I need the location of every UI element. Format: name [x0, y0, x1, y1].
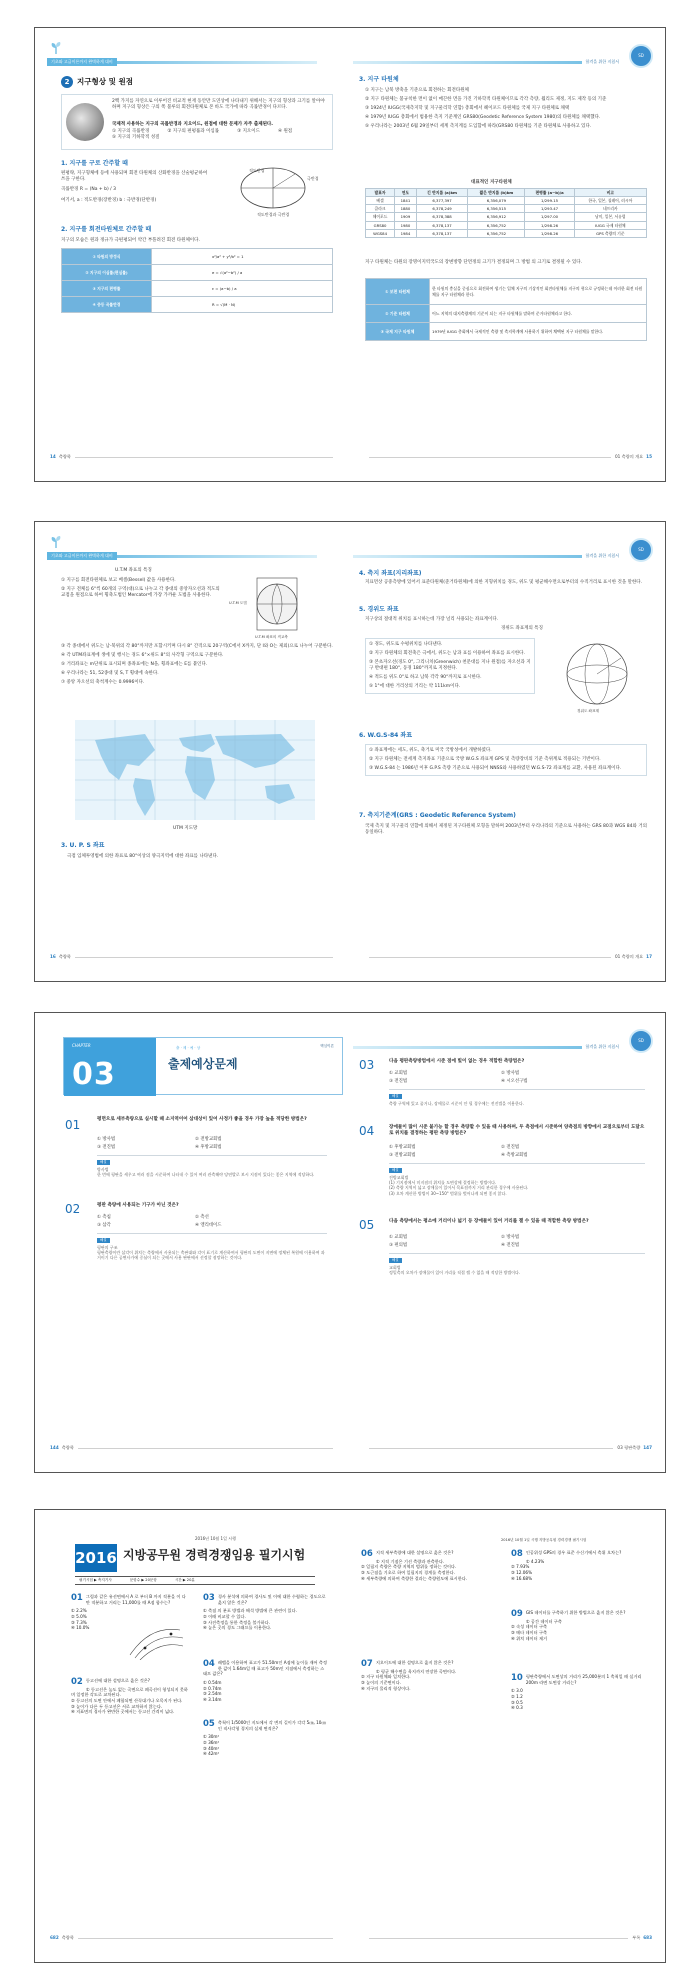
s6-title: 6. W.G.S-84 좌표 [359, 732, 412, 739]
option[interactable]: ③ 전진법 [97, 1145, 116, 1150]
s1-title: 1. 지구를 구로 간주할 때 [61, 160, 128, 167]
svg-text:U.T.M 좌표의 직교축: U.T.M 좌표의 직교축 [255, 635, 288, 639]
intro-box [61, 94, 333, 150]
option[interactable]: ① 등고선은 높도 없는 곡면으로 폐곡선이 형성되지 못하며 일정한 각도로 교차된다. [71, 1686, 188, 1698]
option[interactable]: ③ 도근점을 기초로 하여 일필지의 경계를 측정한다. [361, 1570, 455, 1576]
option[interactable]: ③ 편의법 [389, 1243, 408, 1248]
svg-text:U.T.M 도법: U.T.M 도법 [229, 601, 247, 605]
brand-badge: SD [629, 1029, 653, 1053]
left-page [35, 1510, 351, 1962]
table-header: 발표자 연도 긴 반지름 (a)km 짧은 반지름 (b)km 편평률 (a−b)/a 비고 [366, 189, 647, 197]
option[interactable]: ② 전진법 [501, 1145, 520, 1150]
intro-text: 2백 가지를 자연으로 이루어진 비교적 현재 동안만 도연상에 나타내기 위해서는 지구의 형상과 크기를 알아야 하며 지구의 형상은 구의 쪽 불루의 회전타원체로 본 바도 국가에 따라 곡률반경이 다르다. [112, 99, 325, 111]
utm-diagram [227, 574, 331, 640]
question-text: 다음 측량에서는 평소에 거리이나 넓기 등 장애물이 있어 거리를 잴 수 있을 때 적합한 측량 방법은? [389, 1219, 589, 1224]
question-number: 05 [359, 1218, 375, 1232]
option[interactable]: ④ 16.68% [511, 1575, 533, 1581]
s3-title: 3. 지구 타원체 [359, 76, 399, 83]
option[interactable]: ③ 40m² [203, 1745, 220, 1751]
explanation: 해설 방사법 한 번에 평판을 세우고 여러 점을 시준하여 나타내 수 있어 여러 관측해야 당연발로 보시 지점이 있다는 좋은 지역에 적당하다. [97, 1155, 327, 1177]
table-row: WGS84 1984 6,378,137 6,356,752 1/298.26 GPS 측량의 기준 [366, 229, 647, 237]
option[interactable]: ① 4.23% [525, 1558, 545, 1564]
s3-list: ① 지구는 남북 방축을 기준으로 회전하는 회전타원체 ② 지구 타원체는 불규칙한 면이 없이 매끈한 면을 가진 기하학적 타원체이므로 각각 측량, 월리도 제정, 지도 제작 등의 기준 ③ 1924년 IUGG(국제측지학 및 지구물리학 연합) 총회에서 헤이포드 타원체를 국제 지구 타원체로 채택 ④ 1979년 IUGG 총회에서 범용한 측지 기준계인 GRS80(Geodetic Reference System 1980)의 타원체를 채택했다. ⑤ 우리나라는 2003년 6월 29일부터 세계 측지계를 도입함에 따라(GRS80 타원체를 기준 타원체로 사용하고 있다. [365, 88, 607, 130]
option[interactable]: ③ 7.3% [71, 1619, 87, 1625]
question-block: 04 레벨을 이용하여 표고가 51.50m인 A점에 높이를 재어 측정한 값이 1.64m일 때 표고가 50m인 지점에서 측정하는 스태프 값은? ① 0.54m ② 0.74m ③ 2.54m ④ 3.14m [203, 1659, 327, 1703]
option[interactable]: ③ 높이의 기준면이다. [361, 1680, 402, 1686]
option[interactable]: ② 등고선의 도면 안에서 폐합되면 산꼭대기나 오목지가 된다. [71, 1698, 183, 1704]
s2-title: 2. 지구를 회전타원체로 간주할 때 [61, 226, 152, 233]
option[interactable]: ③ 높이가 다른 두 등고선은 서로 교차하지 않는다. [71, 1703, 163, 1709]
s1-text: 편평략, 지구형체에 등에 사용되며 회전 타원체의 산화반경을 산술평균하여 쓰을 구한다. [61, 171, 208, 183]
header-left: 기초와 고급이론까지 완벽하게 대비 [47, 550, 317, 562]
contour-figure [125, 1620, 185, 1660]
right-page [351, 1013, 666, 1472]
row-label: ④ 중등 곡률반경 [62, 297, 152, 313]
option[interactable]: ① 교회법 [389, 1235, 408, 1240]
ellipsoid-def-table [365, 278, 647, 341]
option[interactable]: ② 속성 데이터 구축 [511, 1624, 548, 1630]
option[interactable]: ② 방사법 [501, 1071, 520, 1076]
option[interactable]: ③ 삼각 [97, 1223, 111, 1228]
utm-world-map [75, 720, 315, 820]
page-spread-3 [34, 1012, 666, 1473]
utm-list-b: ③ 각 종대에서 위도는 남·북위의 각 80°까지만 포함시키며 다시 8° 간격으로 20구역(C에서 X까지, 단 I와 O는 제외)으로 나누어 구분한다. ④ 각 UTM좌표계에 생에 및 행시는 경도 6°×위도 8°의 사각형 구역으로 구분한다. ⑤ 거리좌표는 m단위로 표시되며 종좌표에는 N을, 횡좌표에는 E를 붙인다. ⑥ 우리나라는 51, 52종대 및 S, T 횡대에 속한다. ⑦ 중앙 자오선의 축척계수는 0.9996이다. [61, 644, 333, 686]
option[interactable]: ④ 세부측량에 의하여 측량한 결과는 측량원도에 표시한다. [361, 1575, 468, 1581]
s4-text: 지표면상 공중측방에 있어서 표준타원체(준거타원체)에 의한 지형위치를 경도, 위도 및 평균해수면으로부터의 수직거리로 표시한 것을 말한다. [365, 580, 643, 585]
s6-list: ① 좌표계에는 세도, 위도, 축거로 미국 국방성에서 개발하였다. ② 지구 타원체는 전세계 측지좌표 기준으로 국방 W.G.S 좌표계 GPS 및 측량장비의 기준 측위계로 적용되는 기반이다. ③ W.G.S-84 는 1986년 이후 G.P.S 측량 기준으로 사용되어 NNSS와 사용하였던 W.G.S-72 좌표계를 교환, 사용된 좌표계이다. [365, 744, 647, 776]
question-number: 03 [359, 1058, 375, 1072]
option[interactable]: ② 이때 비교할 수 있다. [203, 1614, 246, 1620]
def-label: ① 보편 타원체 [366, 279, 430, 305]
latlon-globe [547, 636, 647, 716]
s7-text: 국제 측지 및 지구물리 연합에 의해서 제정된 지구타원체 모형을 말하며 2003년부터 우리나라의 기준으로 사용하는 GRS 80과 WGS 84와 거의 동일하다. [365, 824, 647, 836]
header-right: 합격을 위한 지침서 [353, 550, 623, 562]
question-block: 03 경사 분석에 의하여 경사도 및 이에 대한 수렴하는 경도으로 옳지 않은 것은? ① 측점 의 분포 방법과 해석 방법에 큰 관련이 있다. ② 이때 비교할 수 있다. ③ 사진측정을 통한 측정을 불가하다. ④ 높은 곳의 경도 그래프를 이용한다. [203, 1593, 326, 1631]
diagram-label: 적도반경 [249, 168, 265, 173]
option[interactable]: ④ 앨리데이드 [195, 1223, 222, 1228]
option[interactable]: ① 2.2% [71, 1608, 87, 1614]
brand-badge: SD [629, 538, 653, 562]
option[interactable]: ③ 0.5 [511, 1699, 523, 1705]
option[interactable]: ④ 지표면의 경사가 완만한 곳에서는 등고선 간격이 넓다. [71, 1709, 175, 1715]
right-page [351, 1510, 666, 1962]
footer-left: 682 측량학 [47, 1934, 337, 1942]
chapter-header: CHAPTER 03 출 · 제 · 예 · 상 출제예상문제 핵심이론 [63, 1037, 343, 1095]
header-right: 합격을 위한 지침서 [353, 56, 623, 68]
table-caption: 대표적인 지구타원체 [471, 180, 512, 185]
left-page [35, 522, 351, 981]
question-block: 10 평판측량에서 도면상의 거리가 25,000분의 1 축척일 때 실거리 200m 라면 도면상 거리는? ① 3.0 ② 1.2 ③ 0.5 ④ 0.3 [511, 1674, 651, 1711]
diagram-caption: 적도반경과 극반경 [257, 212, 290, 217]
right-page [351, 28, 666, 481]
s3-title: 3. U. P. S 좌표 [61, 842, 105, 849]
def-label: ③ 국제 지구 타원체 [366, 323, 430, 341]
option[interactable]: ② 측선 [195, 1215, 209, 1220]
exam-title: 지방공무원 경력경쟁임용 필기시험 [123, 1548, 306, 1562]
s4-title: 4. 측지 좌표(지리좌표) [359, 570, 422, 577]
s1-formula: 곡률반경 R = (Na + b) / 3 [61, 187, 116, 192]
option[interactable]: ③ 메타 데이터 구축 [511, 1630, 548, 1636]
option[interactable]: ④ 3.14m [203, 1697, 222, 1703]
brand-badge: SD [629, 44, 653, 68]
running-header: 2016년 10월 1일 시행 지방공무원 경력경쟁 필기시험 [501, 1538, 587, 1542]
header-right: 합격을 위한 지침서 [353, 1041, 623, 1053]
left-page [35, 28, 351, 481]
option[interactable]: ③ 전진법 [389, 1079, 408, 1084]
s5-title: 5. 경위도 좌표 [359, 606, 399, 613]
option[interactable]: ① 평균 해수면을 육지까지 연장한 곡면이다. [375, 1668, 457, 1674]
chapter-number: 03 [72, 1057, 116, 1092]
s5-text: 지구상의 절대적 위치를 표시하는데 가장 널리 사용되는 좌표계이다. [365, 617, 499, 622]
option[interactable]: ① 30m² [203, 1734, 220, 1740]
row-label: ① 타원의 방정식 [62, 249, 152, 265]
option[interactable]: ① 후방교회법 [389, 1145, 416, 1150]
option[interactable]: ③ 사진측정을 통한 측정을 불가하다. [203, 1619, 271, 1625]
table-row: 헤이포드 1909 6,378,388 6,356,912 1/297.00 남미, 일본, 서유럽 [366, 213, 647, 221]
question-block: 07 지오이드에 대한 설명으로 옳지 않은 것은? ① 평균 해수면을 육지까지 연장한 곡면이다. ② 지구 타원체와 일치한다. ③ 높이의 기준면이다. ④ 지구의 물리적 형상이다. [361, 1660, 497, 1691]
utm-caption: U.T.M 좌표의 특징 [115, 568, 152, 573]
question-block: 02 등고선에 대한 설명으로 옳은 것은? ① 등고선은 높도 없는 곡면으로 폐곡선이 형성되지 못하며 일정한 각도로 교차된다. ② 등고선의 도면 안에서 폐합되면 산꼭대기나 오목지가 된다. ③ 높이가 다른 두 등고선은 서로 교차하지 않는다. ④ 지표면의 경사가 완만한 곳에서는 등고선 간격이 넓다. [71, 1677, 188, 1715]
ellipse-diagram [223, 158, 333, 218]
s7-title: 7. 측지기준계(GRS : Geodetic Reference System) [359, 812, 516, 819]
question-text: 장애물이 많이 시준 불가능 할 경우 측량할 수 있을 때 사용하며, 두 측점에서 시준하여 양측점의 방향에서 교점으로부터 도달으로 위치를 결정하는 평판 측량 방법은? [389, 1125, 645, 1137]
option[interactable]: ③ 2.54m [203, 1691, 222, 1697]
option[interactable]: ① 0.54m [203, 1680, 222, 1686]
table-row: 클라크 1880 6,378,249 6,356,515 1/293.47 네프리카 [366, 205, 647, 213]
exam-info: 필기시험 ▶ 측지기사 문항수 ▶ 20문항 시간 ▶ 20분 [75, 1576, 315, 1585]
option[interactable]: ① 방사법 [97, 1137, 116, 1142]
s5-list: ① 경도, 위도로 수평위치를 나타낸다. ② 지구 타원체의 회전축은 극에서, 위도는 남과 표를 이용하여 좌표를 표시한다. ③ 본초자오선(경도 0°, 그리니치(Greenwich) 천문대를 지나 원점)를 자오선과 지구 반대편 180°, 동경 180°까지로 지정한다. ④ 적도를 위도 0°로 하고 남북 각각 90°까지로 표시한다. ⑤ 1°에 대한 거리상의 거리는 약 111km이다. [365, 638, 535, 694]
def-value: 1979년 IUGG 총회에서 국제적인 측량 및 측지학계에 사용하기 위하여 채택된 지구 타원체를 말한다. [430, 323, 647, 341]
def-value: 어느 지역의 대지측량계의 기준이 되는 지구 타원체를 말하며 준거타원체라고 한다. [430, 305, 647, 323]
option[interactable]: ② 1.2 [511, 1694, 523, 1700]
def-value: 한 타원의 충실을 중심으로 회전하여 생기는 입체 지구의 기상적인 회전타원체를 지구의 형으로 규정하는데 이러한 회전 타원체를 지구 타원체라 한다. [430, 279, 647, 305]
footer-right: 03 평판측량 147 [365, 1444, 655, 1452]
option[interactable]: ④ 0.3 [511, 1705, 523, 1711]
section-heading: 2 지구형상 및 원점 [61, 76, 133, 88]
option[interactable]: ④ 10.0% [71, 1625, 90, 1631]
option[interactable]: ④ 위치 데이터 제거 [511, 1635, 548, 1641]
option[interactable]: ② 36m² [203, 1740, 220, 1746]
page-spread-1 [34, 27, 666, 482]
s5-fig-title: 경위도 좌표계의 특징 [501, 626, 543, 631]
def-label: ② 기준 타원체 [366, 305, 430, 323]
question-block: 05 축척이 1/5000인 지도에서 각 변의 길이가 각각 5㎝, 10㎝인 직사각형 경지의 실제 면적은? ① 30m² ② 36m² ③ 40m² ④ 42m² [203, 1719, 326, 1757]
table-row: 베셀 1841 6,377,397 6,356,079 1/299.15 한국, 일본, 칠레어, 러시아 [366, 197, 647, 205]
option[interactable]: ② 방사법 [501, 1235, 520, 1240]
intro-options: ① 지구의 곡률반경 ② 지구의 편평률과 이심률 ③ 지오이드 ④ 원점 ⑤ 지구의 기하학적 성질 [112, 129, 293, 141]
utm-list-a: ① 지구를 회전타원체로 보고 베셀(Bessel) 값을 사용한다. ② 지구 전체를 6°씩 60개의 구역(대)으로 나누고 각 종대의 중앙자오선과 적도의 교점을 원점으로 하여 횡축도법인 Mercator에 가장 가까운 도법을 사용한다. [61, 578, 220, 599]
footer-right: 부록 683 [365, 1934, 655, 1942]
option[interactable]: ② 5.0% [71, 1614, 87, 1620]
explanation: 해설 평판의 구조 평판측량이란 삼각이 위치는 측량에서 사용되는 축판대와 각이 표기로 계산하여서 평판의 도면이 지면에 정체된 복원에 이용하여 과거이기 다른 공면사가에 중심이 되는 곳에서 사용 판판에서 선정할 점망하는 것이다. [97, 1233, 327, 1261]
footer-left: 16 측량학 [47, 953, 337, 961]
map-caption: UTM 지도망 [173, 826, 198, 831]
row-value: x²/a² + y²/b² = 1 [152, 249, 333, 265]
explanation: 해설 교회법 정밀측의 오차가 장애물이 있어 거리를 직접 잴 수 없을 때 적당한 방법이다. [389, 1253, 645, 1275]
question-text: 다음 평판측량방법에서 시준 점에 빛이 없는 경우 적합한 측량법은? [389, 1059, 525, 1064]
exam-date: 2016년 10월 1일 시행 [195, 1536, 236, 1541]
option[interactable]: ④ 전진법 [501, 1243, 520, 1248]
option[interactable]: ③ 전방교회법 [389, 1153, 416, 1158]
question-block: 01 그림과 같은 유선면에서 A 로 부터 B 까지 적분을 이 다만 적분하고 거리는 11,000를 때 A점 함수는? ① 2.2% ② 5.0% ③ 7.3% ④ 10.0% [71, 1594, 189, 1631]
footer-right: 01 측량의 개요 15 [365, 453, 655, 461]
question-number: 01 [65, 1118, 81, 1132]
s3-after: 지구 타원체는 타원의 장명이지역국도의 장변방향 단면정의 크기가 결정되며 그 방법 의 크기로 결정될 수 있다. [365, 260, 583, 265]
row-value: e = √(a²−b²) / a [152, 265, 333, 281]
question-block: 06 지적 세부측량에 대한 설명으로 옳은 것은? ① 지적 기점은 기선 측량과 관측한다. ② 일필지 측량은 측량 지역의 범위를 정하는 것이다. ③ 도근점을 기초로 하여 일필지의 경계를 측정한다. ④ 세부측량에 의하여 측량한 결과는 측량원도에 표시한다. [361, 1550, 497, 1581]
question-text: 평판 측량에 사용되는 기구가 아닌 것은? [97, 1203, 179, 1208]
intro-bold: 국제적 사용하는 지구의 곡률반경과 지오이드, 원점에 대한 문제가 자주 출제된다. [112, 122, 273, 127]
option[interactable]: ④ 지구의 물리적 형상이다. [361, 1685, 411, 1691]
option[interactable]: ② 지구 타원체와 일치한다. [361, 1674, 411, 1680]
option[interactable]: ② 0.74m [203, 1685, 222, 1691]
header-left: 기초와 고급이론까지 완벽하게 대비 [47, 56, 317, 68]
row-value: ε = (a−b) / a [152, 281, 333, 297]
footer-right: 01 측량의 개요 17 [365, 953, 655, 961]
left-page [35, 1013, 351, 1472]
question-block: 08 인공위성 GPS의 경우 표준 수신기에서 측위 오차는? ① 4.23% ② 7.93% ③ 12.06% ④ 16.68% [511, 1550, 651, 1581]
exam-year: 2016 [75, 1544, 117, 1572]
row-label: ③ 지구의 편평률 [62, 281, 152, 297]
svg-text:경위도 좌표계: 경위도 좌표계 [577, 709, 599, 713]
right-page [351, 522, 666, 981]
ellipsoid-table [365, 188, 647, 238]
table-row: GRS80 1980 6,378,137 6,356,752 1/298.26 IUGG 국제 타원체 [366, 221, 647, 229]
s1-note: 여기서, a : 적도반경(장반경) b : 극반경(단반경) [61, 198, 157, 203]
moon-image [66, 103, 104, 141]
explanation: 해설 측량 구역에 있고 좁거나, 장애물로 시준이 안 될 경우에는 전진법을 이용한다. [389, 1089, 645, 1106]
question-text: 평면으로 세부측량으로 실시할 때 소지역이어 삼대상이 있어 사정가 좋을 경우 가장 높을 적당한 방법은? [97, 1117, 307, 1122]
option[interactable]: ④ 높은 곳의 경도 그래프를 이용한다. [203, 1625, 272, 1631]
option[interactable]: ② 전방교회법 [195, 1137, 222, 1142]
option[interactable]: ④ 측방교회법 [501, 1153, 528, 1158]
row-label: ② 지구의 이심률(편심률) [62, 265, 152, 281]
footer-left: 14 측량학 [47, 453, 337, 461]
option[interactable]: ④ 시오선구법 [501, 1079, 528, 1084]
question-block: 09 GIS 데이터를 구축하기 위한 방법으로 옳지 않은 것은? ① 공간 데이터 구축 ② 속성 데이터 구축 ③ 메타 데이터 구축 ④ 위치 데이터 제거 [511, 1610, 651, 1641]
option[interactable]: ② 일필지 측량은 측량 지역의 범위를 정하는 것이다. [361, 1564, 457, 1570]
option[interactable]: ① 3.0 [511, 1688, 523, 1694]
option[interactable]: ① 측점 의 분포 방법과 해석 방법에 큰 관련이 있다. [203, 1608, 297, 1614]
page-spread-4 [34, 1509, 666, 1963]
option[interactable]: ④ 후방교회법 [195, 1145, 222, 1150]
diagram-label: 극반경 [307, 176, 319, 181]
option[interactable]: ① 지적 기점은 기선 측량과 관측한다. [375, 1558, 445, 1564]
option[interactable]: ① 공간 데이터 구축 [525, 1618, 562, 1624]
option[interactable]: ② 7.93% [511, 1564, 530, 1570]
option[interactable]: ④ 42m² [203, 1751, 220, 1757]
s2-table [61, 248, 333, 313]
explanation: 해설 전방교회법 (1) 기지점에서 미지점의 위치를 도면상에 결정하는 방법이다. (2) 측량 지역이 넓고 장애물이 있어서 목표점까지 거리 관리한 경우에 사용된다. (3) 오차 계산한 방법이 30~150° 범위를 벗어나게 되면 좋지 않다. [389, 1163, 645, 1196]
question-number: 02 [65, 1202, 81, 1216]
s3-text: 극점 입체투영법에 의한 좌표로 80°이상의 양극지역에 대한 좌표를 나타낸다. [67, 854, 219, 859]
page-spread-2 [34, 521, 666, 982]
option[interactable]: ① 측침 [97, 1215, 111, 1220]
row-value: R = √(M · N) [152, 297, 333, 313]
footer-left: 144 측량학 [47, 1444, 337, 1452]
option[interactable]: ① 교회법 [389, 1071, 408, 1076]
chapter-title: 출제예상문제 [168, 1057, 238, 1071]
option[interactable]: ③ 12.06% [511, 1570, 533, 1576]
s2-text: 지구의 모습은 원과 정규가 극편평되어 약간 부플려진 회전 타원체이다. [61, 238, 200, 243]
question-number: 04 [359, 1124, 375, 1138]
